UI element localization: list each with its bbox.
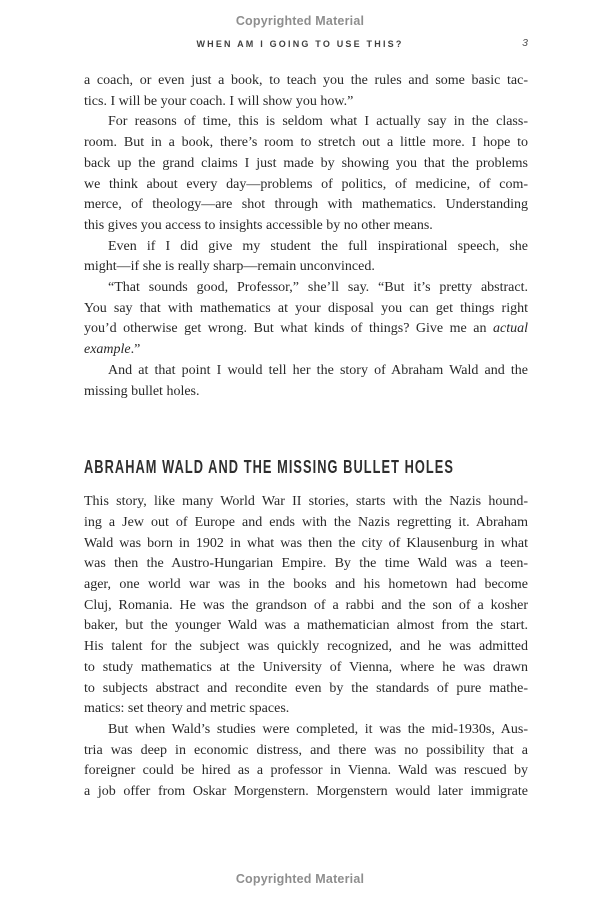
text-line: ager, one world war was in the books and his hometown had become	[84, 577, 528, 593]
text-line: ing a Jew out of Europe and ends with the Nazis regretting it. Abraham	[84, 514, 528, 530]
text-line: a job offer from Oskar Morgenstern. Morgenstern would later immigrate	[84, 784, 528, 800]
text-line: room. But in a book, there’s room to stretch out a little more. I hope to	[84, 135, 528, 151]
running-head: WHEN AM I GOING TO USE THIS?	[196, 39, 404, 49]
text-line: And at that point I would tell her the story of Abraham Wald and the	[108, 362, 528, 378]
text-line: to subjects abstract and recondite even by the standards of pure mathe-	[84, 680, 528, 696]
page-number: 3	[522, 37, 528, 49]
text-block	[84, 71, 528, 803]
section-heading: ABRAHAM WALD AND THE MISSING BULLET HOLES	[84, 457, 454, 478]
text-line: This story, like many World War II stories, starts with the Nazis hound-	[84, 494, 528, 510]
text-line: For reasons of time, this is seldom what I actually say in the class-	[108, 114, 528, 130]
text-line: “That sounds good, Professor,” she’ll say. “But it’s pretty abstract.	[108, 280, 528, 296]
text-line: Wald was born in 1902 in what was then the city of Klausenburg in what	[84, 535, 528, 551]
text-line: example.”	[84, 342, 141, 358]
text-line: His talent for the subject was quickly recognized, and he was admitted	[84, 639, 528, 655]
text-line: merce, of theology—are shot through with mathematics. Understanding	[84, 197, 528, 213]
text-line: baker, but the younger Wald was a mathematician almost from the start.	[84, 618, 528, 634]
text-line: you’d otherwise get wrong. But what kinds of things? Give me an actual	[84, 321, 528, 337]
text-line: to study mathematics at the University of Vienna, where he was drawn	[84, 659, 528, 675]
text-line: this gives you access to insights accessible by no other means.	[84, 217, 433, 233]
text-line: tics. I will be your coach. I will show you how.”	[84, 93, 354, 109]
text-line: foreigner could be hired as a professor in Vienna. Wald was rescued by	[84, 763, 528, 779]
text-line: a coach, or even just a book, to teach you the rules and some basic tac-	[84, 73, 528, 88]
text-line: might—if she is really sharp—remain unconvinced.	[84, 259, 375, 275]
text-line: But when Wald’s studies were completed, it was the mid-1930s, Aus-	[108, 721, 528, 737]
text-line: was then the Austro-Hungarian Empire. By the time Wald was a teen-	[84, 556, 528, 572]
text-line: tria was deep in economic distress, and there was no possibility that a	[84, 742, 528, 758]
text-line: You say that with mathematics at your disposal you can get things right	[84, 300, 528, 316]
copyright-notice-top: Copyrighted Material	[235, 14, 365, 28]
text-line: Even if I did give my student the full inspirational speech, she	[108, 238, 528, 254]
text-line: matics: set theory and metric spaces.	[84, 701, 290, 717]
text-line: back up the grand claims I just made by showing you that the problems	[84, 155, 528, 171]
text-line: Cluj, Romania. He was the grandson of a rabbi and the son of a kosher	[84, 597, 528, 613]
text-line: missing bullet holes.	[84, 383, 200, 399]
text-line: we think about every day—problems of politics, of medicine, of com-	[84, 176, 528, 192]
copyright-notice-bottom: Copyrighted Material	[235, 872, 365, 886]
